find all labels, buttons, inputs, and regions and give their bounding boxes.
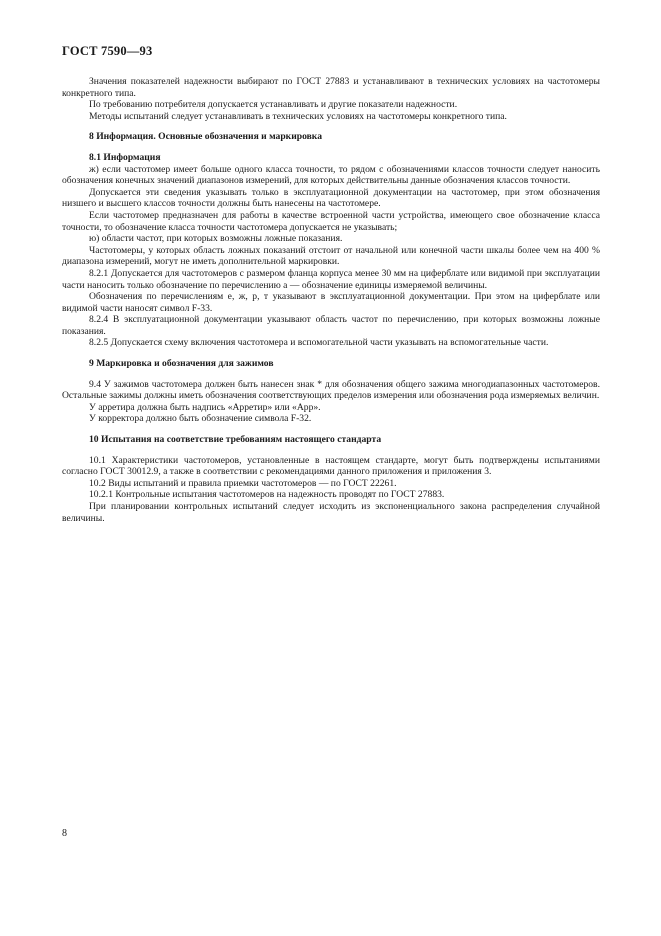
paragraph: Методы испытаний следует устанавливать в технических условиях на частотомеры конкретного типа. [89,110,507,122]
paragraph: Допускается эти сведения указывать только в эксплуатационной документации на частотомер, при этом обозначения низшего и высшего классов точности должны быть нанесены на частотомере. [62,186,600,210]
paragraph: По требованию потребителя допускается устанавливать и другие показатели надежности. [89,99,458,111]
document-body [62,76,600,524]
subsection-heading: 8.1 Информация [89,151,161,163]
paragraph: 8.2.1 Допускается для частотомеров с размером фланца корпуса менее 30 мм на циферблате или видимой при эксплуатации части наносить только обозначение по перечислению а — обозначение единицы измеряемой величины. [62,267,600,291]
section-heading: 10 Испытания на соответствие требованиям настоящего стандарта [89,434,382,446]
paragraph: Значения показателей надежности выбирают по ГОСТ 27883 и устанавливают в технических условиях на частотомеры конкретного типа. [62,76,600,99]
paragraph: Частотомеры, у которых область ложных показаний отстоит от начальной или конечной части шкалы более чем на 400 % диапазона измерений, могут не иметь дополнительной маркировки. [62,244,600,268]
paragraph: 10.2 Виды испытаний и правила приемки частотомеров — по ГОСТ 22261. [89,477,397,489]
paragraph: Обозначения по перечислениям е, ж, р, т указывают в эксплуатационной документации. При этом на циферблате или видимой части наносят символ F-33. [62,291,600,314]
paragraph: Если частотомер предназначен для работы в качестве встроенной части устройства, имеющего свое обозначение класса точности, то обозначение класса точности частотомера допускается не указывать; [62,209,600,233]
section-heading: 8 Информация. Основные обозначения и маркировка [89,131,322,143]
paragraph: При планировании контрольных испытаний следует исходить из экспоненциального закона распределения случайной величины. [62,501,600,524]
paragraph: У арретира должна быть надпись «Арретир» или «Арр». [89,401,321,413]
paragraph: 9.4 У зажимов частотомера должен быть нанесен знак * для обозначения общего зажима многодиапазонных частотомеров. Остальные зажимы должны иметь обозначения соответствующих пределов измерения или обозначения рода измеряемых величин. [62,378,600,402]
paragraph: 8.2.5 Допускается схему включения частотомера и вспомогательной части указывать на вспомогательные части. [89,337,549,349]
document-header: ГОСТ 7590—93 [62,44,153,58]
paragraph: 8.2.4 В эксплуатационной документации указывают область частот по перечислению, при которых возможны ложные показания. [62,314,600,337]
page-number: 8 [62,828,67,839]
paragraph: У корректора должно быть обозначение символа F-32. [89,413,312,425]
paragraph: ж) если частотомер имеет больше одного класса точности, то рядом с обозначениями классов точности следует наносить обозначения конечных значений диапазонов измерений, для которых действительны данные обозначения классов точности. [62,163,600,187]
paragraph: 10.2.1 Контрольные испытания частотомеров на надежность проводят по ГОСТ 27883. [89,489,445,501]
paragraph: 10.1 Характеристики частотомеров, установленные в настоящем стандарте, могут быть подтверждены испытаниями согласно ГОСТ 30012.9, а также в соответствии с рекомендациями данного приложения и приложения 3. [62,454,600,478]
section-heading: 9 Маркировка и обозначения для зажимов [89,358,274,370]
paragraph: ю) области частот, при которых возможны ложные показания. [89,233,343,245]
